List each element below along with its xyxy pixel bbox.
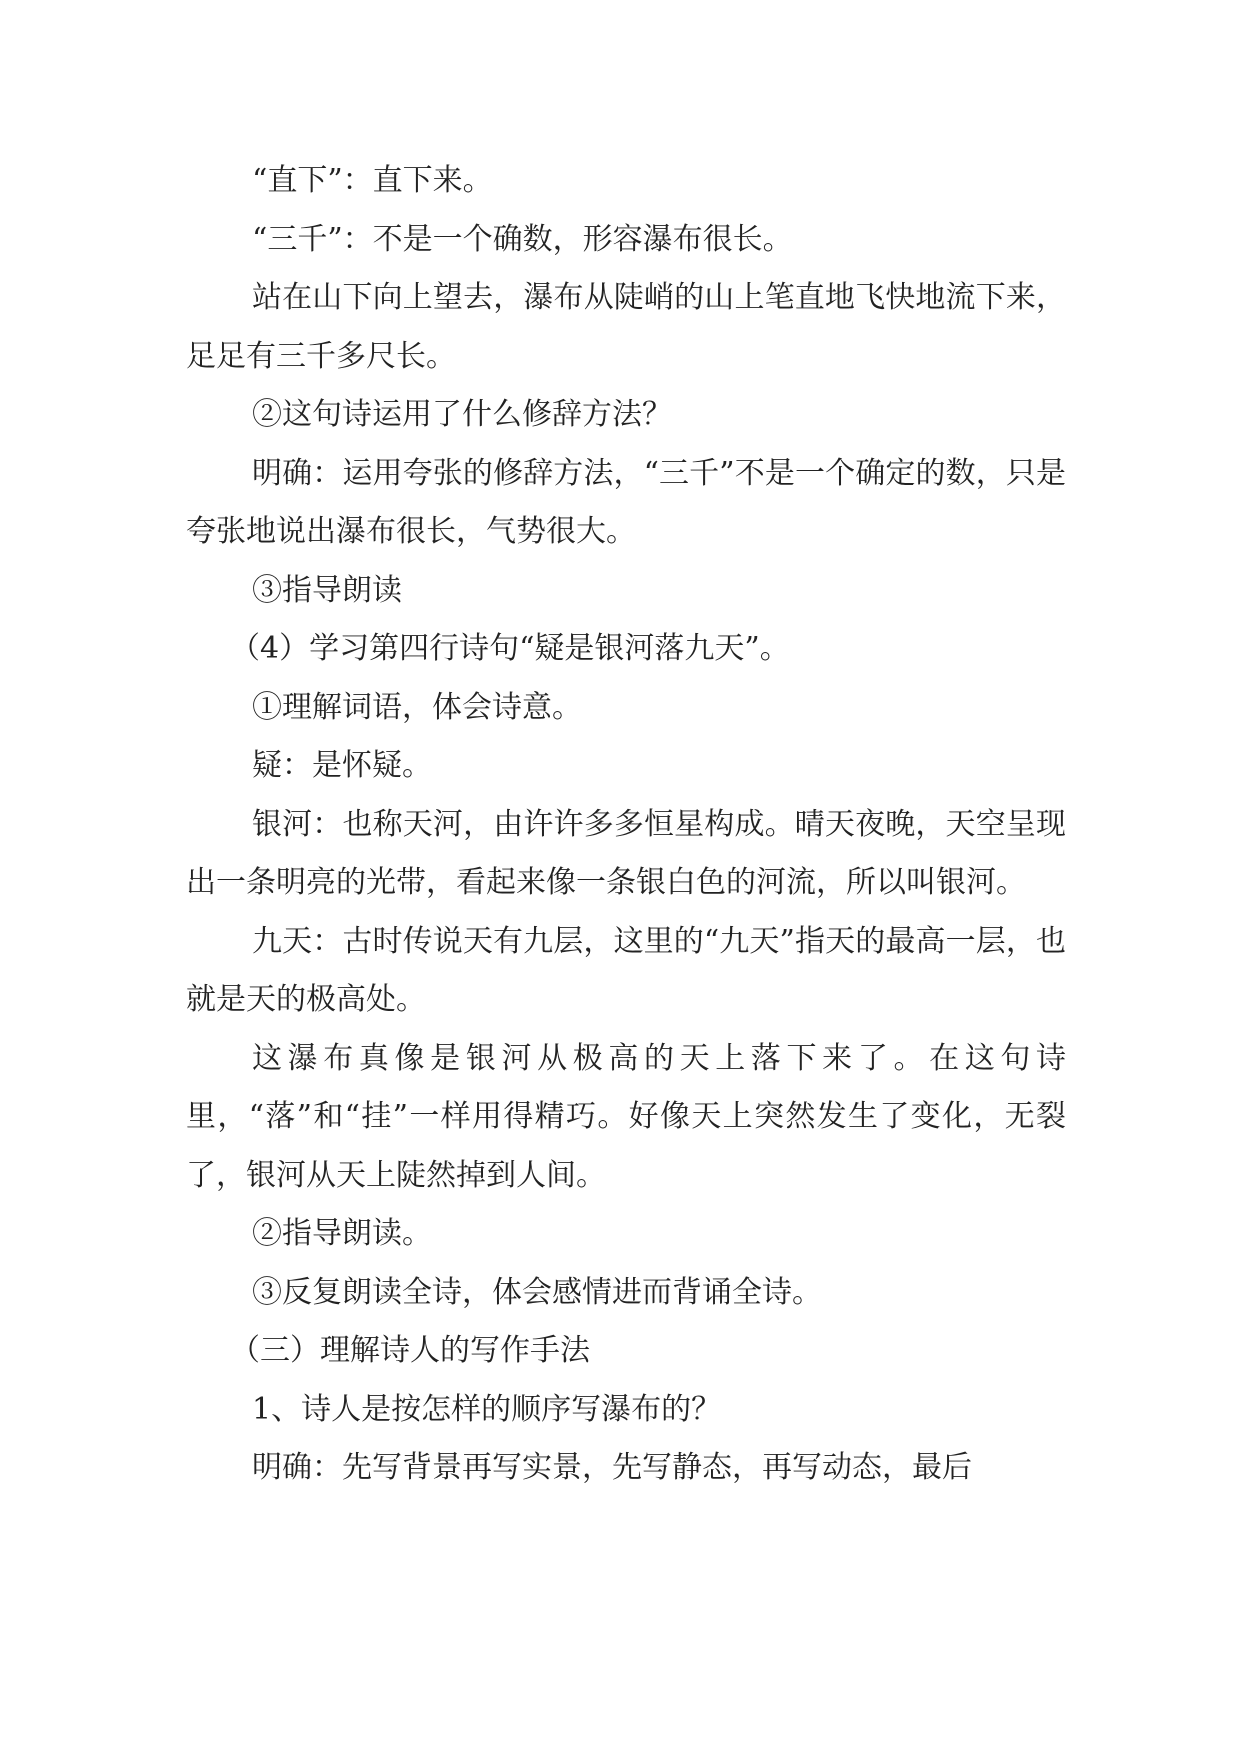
paragraph-rhetoric-answer: 明确：运用夸张的修辞方法，“三千”不是一个确定的数，只是夸张地说出瀑布很长，气势很大。: [186, 455, 1066, 549]
paragraph-order-answer: 明确：先写背景再写实景，先写静态，再写动态，最后: [252, 1450, 972, 1485]
paragraph-yi-definition: 疑：是怀疑。: [252, 748, 432, 783]
paragraph-reading-guide-1: ③指导朗读: [252, 572, 402, 608]
paragraph-line4-heading: （4）学习第四行诗句“疑是银河落九天”。: [230, 631, 790, 666]
paragraph-zhixia-definition: “直下”：直下来。: [252, 163, 493, 198]
paragraph-jiutian-definition: 九天：古时传说天有九层，这里的“九天”指天的最高一层，也就是天的极高处。: [186, 923, 1066, 1017]
paragraph-sanqian-definition: “三千”：不是一个确数，形容瀑布很长。: [252, 221, 793, 257]
paragraph-waterfall-description: 站在山下向上望去，瀑布从陡峭的山上笔直地飞快地流下来，足足有三千多尺长。: [186, 280, 1066, 374]
paragraph-understand-words: ①理解词语，体会诗意。: [252, 689, 582, 725]
paragraph-recite-poem: ③反复朗读全诗，体会感情进而背诵全诗。: [252, 1274, 822, 1310]
paragraph-rhetoric-question: ②这句诗运用了什么修辞方法？: [252, 397, 672, 432]
paragraph-order-question: 1、诗人是按怎样的顺序写瀑布的？: [252, 1391, 722, 1427]
section-heading-writing-technique: （三）理解诗人的写作手法: [230, 1333, 590, 1368]
paragraph-yinhe-definition: 银河：也称天河，由许许多多恒星构成。晴天夜晚，天空呈现出一条明亮的光带，看起来像一条银白色的河流，所以叫银河。: [186, 806, 1066, 900]
document-body: [186, 152, 1066, 1498]
paragraph-waterfall-analysis: 这瀑布真像是银河从极高的天上落下来了。在这句诗里，“落”和“挂”一样用得精巧。好像天上突然发生了变化，无裂了，银河从天上陡然掉到人间。: [186, 1040, 1066, 1193]
paragraph-reading-guide-2: ②指导朗读。: [252, 1216, 432, 1251]
